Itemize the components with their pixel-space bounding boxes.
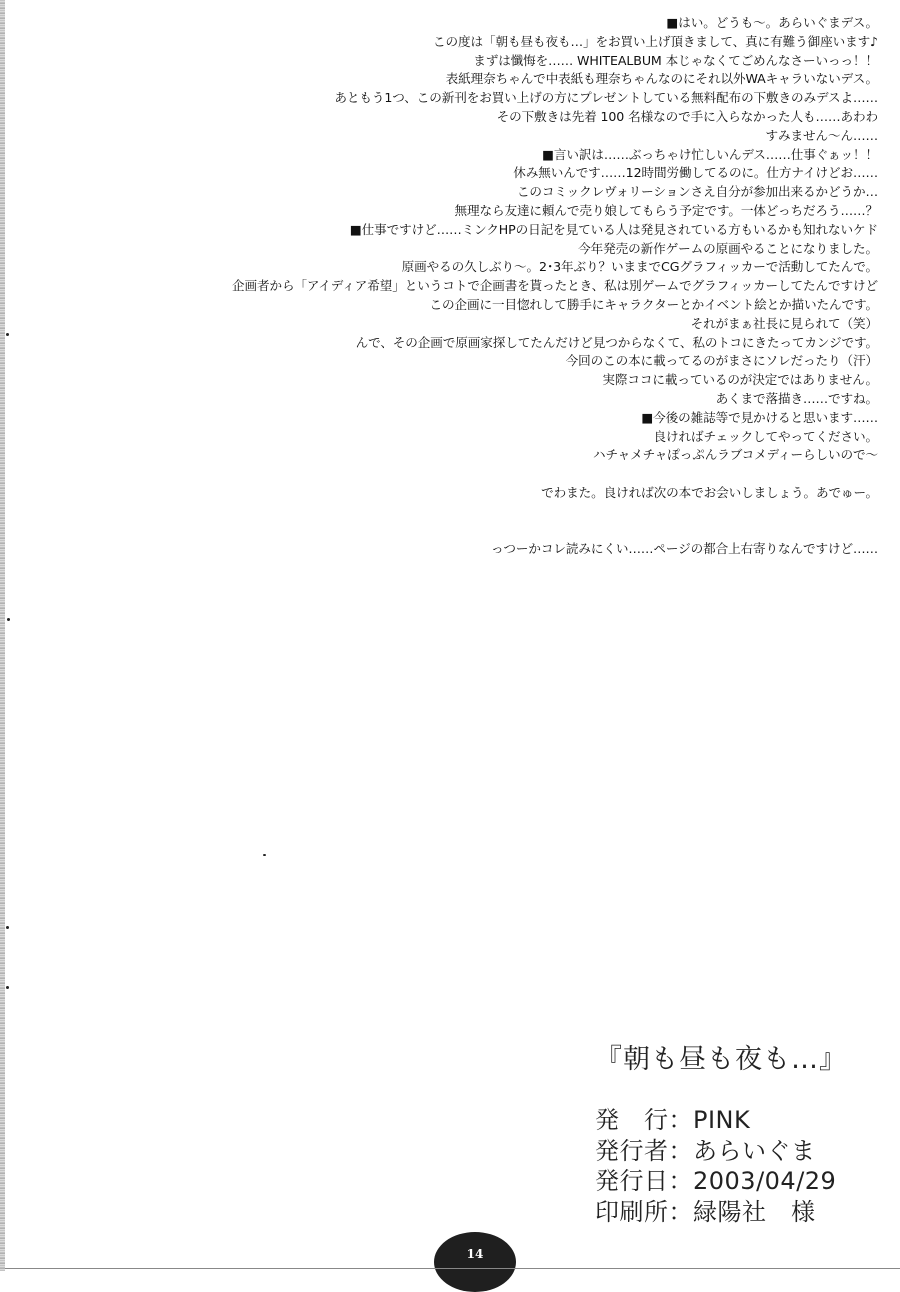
bottom-edge-line: [5, 1268, 900, 1269]
note-line: でわまた。良ければ次の本でお会いしましょう。あでゅー。: [541, 484, 878, 500]
scan-speck: [6, 986, 9, 989]
note-line: ■言い訳は……ぶっちゃけ忙しいんデス……仕事ぐぁッ！！: [542, 146, 878, 162]
scan-speck: [263, 854, 266, 856]
note-line: [118, 503, 878, 522]
note-line: まずは懺悔を…… WHITEALBUM 本じゃなくてごめんなさーいっっ！！: [473, 52, 878, 68]
note-line: 原画やるの久しぶり～。2･3年ぶり？いままでCGグラフィッカーで活動してたんで。: [401, 259, 878, 275]
note-line: んで、その企画で原画家探してたんだけど見つからなくて、私のトコにきたってカンジです。: [355, 334, 878, 350]
scan-speck: [6, 926, 9, 929]
note-line: その下敷きは先着 100 名様なので手に入らなかった人も……あわわ: [496, 108, 878, 124]
note-line: あくまで落描き……ですね。: [715, 390, 878, 406]
note-line: [118, 522, 878, 541]
note-line: それがまぁ社長に見られて（笑）: [690, 315, 878, 331]
note-line: 企画者から「アイディア希望」というコトで企画書を貰ったとき、私は別ゲームでグラフィッカーしてたんですけど: [231, 278, 878, 294]
issuer-line: 発行者：あらいぐま: [595, 1136, 816, 1165]
note-line: 良ければチェックしてやってください。: [653, 428, 878, 444]
scan-speck: [7, 618, 10, 621]
note-line: この企画に一目惚れして勝手にキャラクターとかイベント絵とか描いたんです。: [429, 296, 878, 312]
book-title: 『朝も昼も夜も…』: [595, 1044, 847, 1075]
note-line: すみません～ん……: [765, 127, 878, 143]
note-line: 表紙理奈ちゃんで中表紙も理奈ちゃんなのにそれ以外WAキャラいないデス。: [445, 71, 878, 87]
note-line: 休み無いんです……12時間労働してるのに。仕方ナイけどお……: [513, 165, 878, 181]
note-line: ■はい。どうも～。あらいぐまデス。: [666, 15, 878, 30]
note-line: このコミックレヴォリーションさえ自分が参加出来るかどうか…: [516, 184, 878, 200]
note-line: あともう1つ、この新刊をお買い上げの方にプレゼントしている無料配布の下敷きのみデスよ……: [334, 90, 878, 106]
publisher-line: 発 行：PINK: [595, 1106, 751, 1134]
scan-speck: [6, 333, 9, 336]
note-line: 今回のこの本に載ってるのがまさにソレだったり（汗）: [565, 353, 878, 369]
issue-date-line: 発行日：2003/04/29: [595, 1167, 837, 1195]
note-line: 実際ココに載っているのが決定ではありません。: [602, 372, 878, 388]
note-line: ■仕事ですけど……ミンクHPの日記を見ている人は発見されている方もいるかも知れないケド: [349, 221, 878, 237]
page-number-badge: [434, 1232, 516, 1292]
note-line: っつーかコレ読みにくい……ページの都合上右寄りなんですけど……: [490, 541, 878, 557]
page-edge-texture: [0, 0, 5, 1271]
note-line: 無理なら友達に頼んで売り娘してもらう予定です。一体どっちだろう……？: [454, 202, 878, 218]
page-number: 14: [466, 1247, 484, 1261]
note-line: ■今後の雑誌等で見かけると思います……: [641, 409, 878, 425]
note-line: 今年発売の新作ゲームの原画やることになりました。: [578, 240, 878, 256]
printer-line: 印刷所：緑陽社 様: [595, 1197, 816, 1226]
note-line: この度は「朝も昼も夜も…」をお買い上げ頂きまして、真に有難う御座います♪: [433, 33, 878, 49]
note-line: [118, 465, 878, 484]
note-line: ハチャメチャぽっぷんラブコメディーらしいので～: [593, 447, 878, 463]
colophon: [595, 1040, 885, 1227]
afterword-text: [118, 14, 878, 559]
